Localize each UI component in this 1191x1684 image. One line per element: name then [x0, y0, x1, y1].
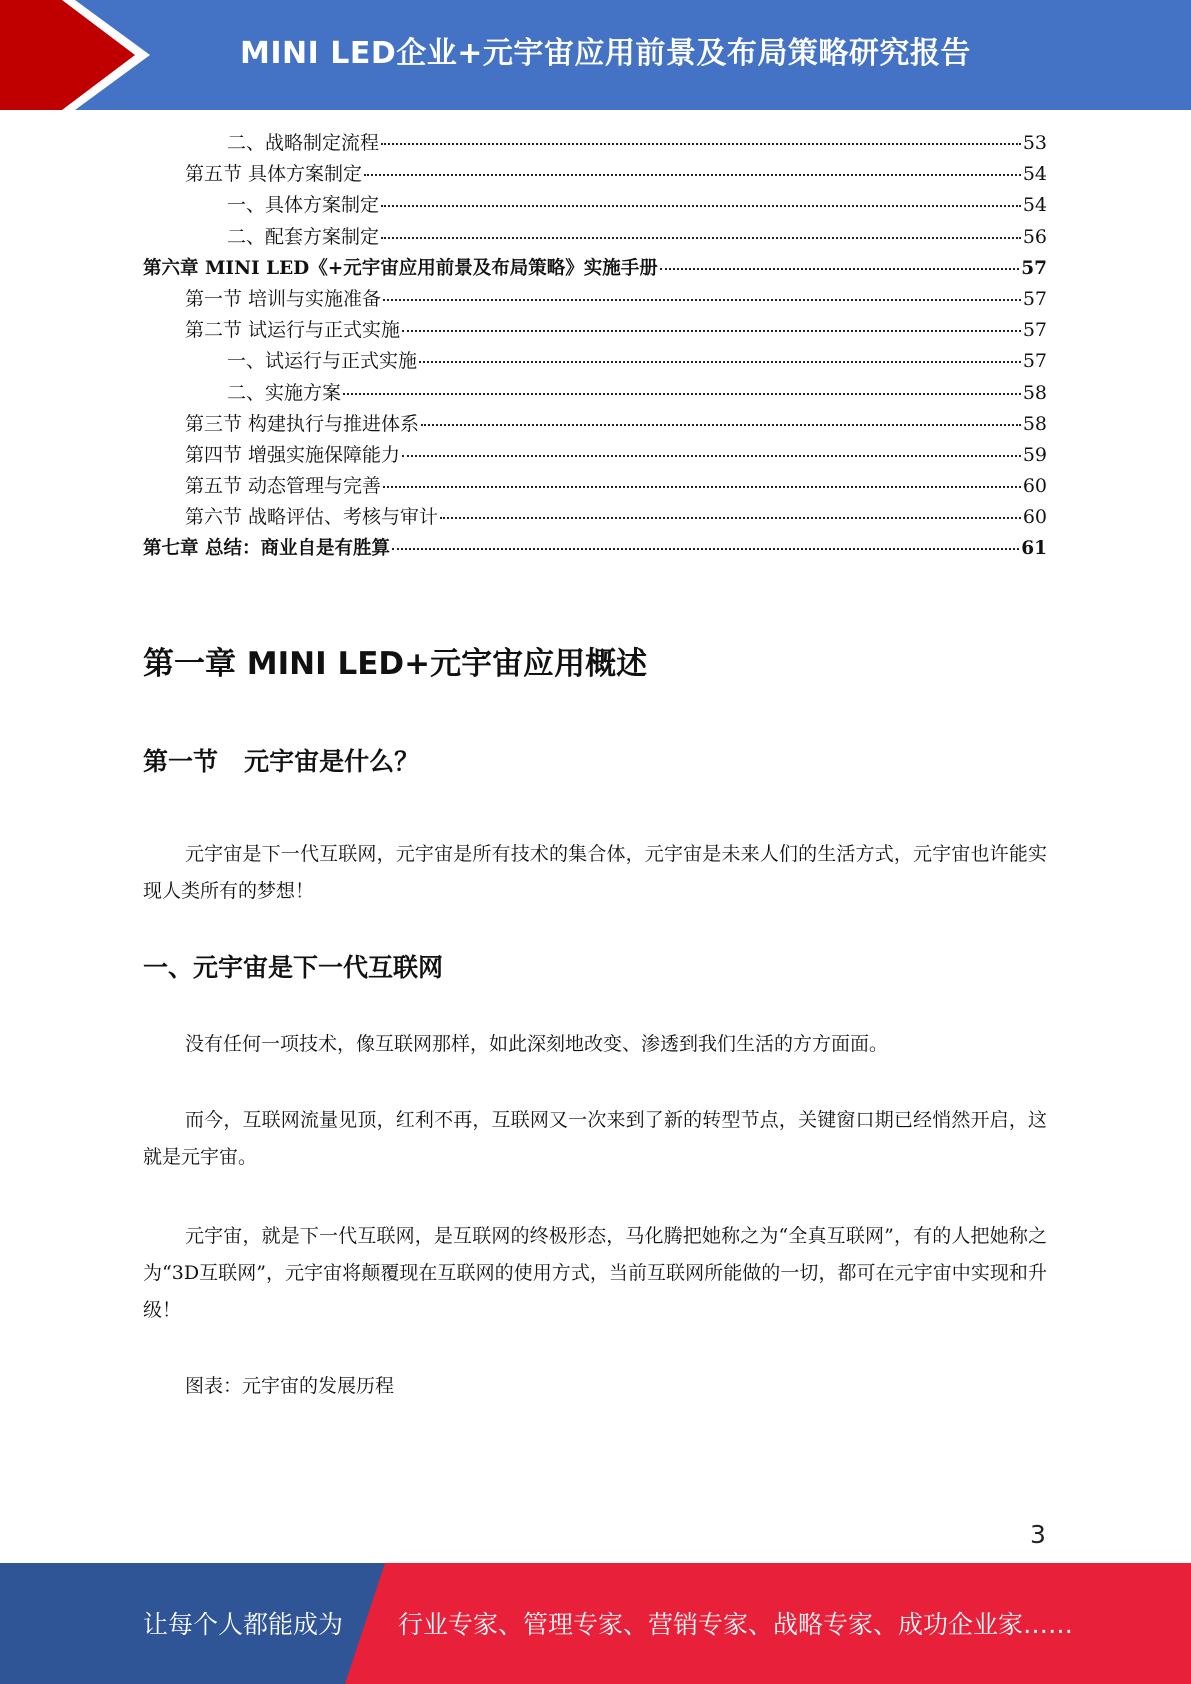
figure-caption: 图表：元宇宙的发展历程 — [185, 1375, 395, 1397]
toc-leader-dots — [421, 424, 1021, 426]
toc-leader-dots — [402, 455, 1021, 457]
toc-entry[interactable] — [143, 315, 1047, 346]
toc-entry-page: 57 — [1022, 287, 1047, 310]
toc-entry-page: 57 — [1022, 350, 1047, 373]
toc-entry-page: 57 — [1021, 257, 1047, 279]
toc-entry[interactable] — [143, 284, 1047, 315]
toc-entry-page: 58 — [1022, 381, 1047, 404]
toc-leader-dots — [381, 143, 1021, 145]
toc-entry-title: 第五节 动态管理与完善 — [185, 475, 382, 498]
toc-entry-title: 第一节 培训与实施准备 — [185, 287, 382, 310]
report-title: MINI LED企业+元宇宙应用前景及布局策略研究报告 — [240, 36, 971, 71]
toc-entry-title: 第五节 具体方案制定 — [185, 163, 363, 186]
toc-entry[interactable] — [143, 471, 1047, 502]
toc-entry-page: 53 — [1022, 132, 1047, 154]
toc-entry[interactable] — [143, 378, 1047, 409]
toc-entry-page: 58 — [1022, 412, 1047, 435]
header-banner — [0, 0, 1191, 110]
toc-leader-dots — [383, 486, 1021, 488]
body-paragraph: 元宇宙，就是下一代互联网，是互联网的终极形态，马化腾把她称之为“全真互联网”，有的人把她称之为“3D互联网”，元宇宙将颠覆现在互联网的使用方式，当前互联网所能做的一切，都可在元宇宙中实现和升级！ — [143, 1225, 1047, 1321]
toc-entry[interactable] — [143, 190, 1047, 221]
toc-leader-dots — [402, 330, 1021, 332]
footer-banner — [0, 1563, 1191, 1684]
toc-leader-dots — [381, 237, 1021, 239]
toc-entry[interactable] — [143, 128, 1047, 159]
toc-leader-dots — [660, 268, 1020, 270]
toc-entry-title: 第四节 增强实施保障能力 — [185, 443, 401, 466]
toc-entry-title: 第二节 试运行与正式实施 — [185, 319, 401, 342]
toc-entry[interactable] — [143, 222, 1047, 253]
toc-entry[interactable] — [143, 502, 1047, 533]
toc-entry-page: 57 — [1022, 319, 1047, 342]
toc-entry[interactable] — [143, 440, 1047, 471]
subsection-title: 一、元宇宙是下一代互联网 — [143, 953, 444, 982]
table-of-contents — [143, 128, 1047, 565]
toc-entry-title: 二、配套方案制定 — [227, 225, 380, 248]
toc-entry-title: 第六章 MINI LED《+元宇宙应用前景及布局策略》实施手册 — [143, 257, 658, 279]
toc-entry-title: 一、试运行与正式实施 — [227, 350, 418, 373]
footer-slogan-left: 让每个人都能成为 — [143, 1610, 344, 1639]
toc-entry[interactable] — [143, 533, 1047, 564]
toc-entry-title: 一、具体方案制定 — [227, 194, 380, 217]
toc-entry-page: 61 — [1021, 538, 1047, 560]
toc-entry-page: 60 — [1022, 475, 1047, 498]
footer-slogan-right: 行业专家、管理专家、营销专家、战略专家、成功企业家…… — [398, 1610, 1074, 1639]
toc-entry[interactable] — [143, 253, 1047, 284]
body-paragraph: 而今，互联网流量见顶，红利不再，互联网又一次来到了新的转型节点，关键窗口期已经悄然开启，这就是元宇宙。 — [143, 1109, 1047, 1168]
toc-leader-dots — [381, 205, 1021, 207]
toc-leader-dots — [383, 299, 1021, 301]
toc-entry-title: 二、实施方案 — [227, 381, 342, 404]
body-paragraph: 没有任何一项技术，像互联网那样，如此深刻地改变、渗透到我们生活的方方面面。 — [185, 1033, 889, 1055]
toc-leader-dots — [419, 361, 1021, 363]
chapter-title: 第一章 MINI LED+元宇宙应用概述 — [143, 646, 648, 682]
section-title: 第一节 元宇宙是什么？ — [143, 747, 420, 776]
intro-paragraph: 元宇宙是下一代互联网，元宇宙是所有技术的集合体，元宇宙是未来人们的生活方式，元宇宙也许能实现人类所有的梦想！ — [143, 843, 1047, 902]
toc-leader-dots — [440, 517, 1021, 519]
toc-entry-title: 第七章 总结：商业自是有胜算 — [143, 538, 390, 560]
toc-entry[interactable] — [143, 409, 1047, 440]
toc-entry-page: 59 — [1022, 443, 1047, 466]
toc-leader-dots — [343, 393, 1021, 395]
page-number: 3 — [1030, 1520, 1046, 1549]
toc-entry-page: 60 — [1022, 506, 1047, 529]
toc-entry[interactable] — [143, 346, 1047, 377]
toc-leader-dots — [364, 174, 1021, 176]
toc-entry-title: 第六节 战略评估、考核与审计 — [185, 506, 439, 529]
toc-entry-title: 第三节 构建执行与推进体系 — [185, 412, 420, 435]
toc-entry-page: 54 — [1022, 163, 1047, 186]
toc-leader-dots — [392, 548, 1019, 550]
toc-entry-title: 二、战略制定流程 — [227, 132, 380, 154]
toc-entry-page: 54 — [1022, 194, 1047, 217]
toc-entry[interactable] — [143, 159, 1047, 190]
header-chevron-decoration — [0, 0, 160, 110]
toc-entry-page: 56 — [1022, 225, 1047, 248]
